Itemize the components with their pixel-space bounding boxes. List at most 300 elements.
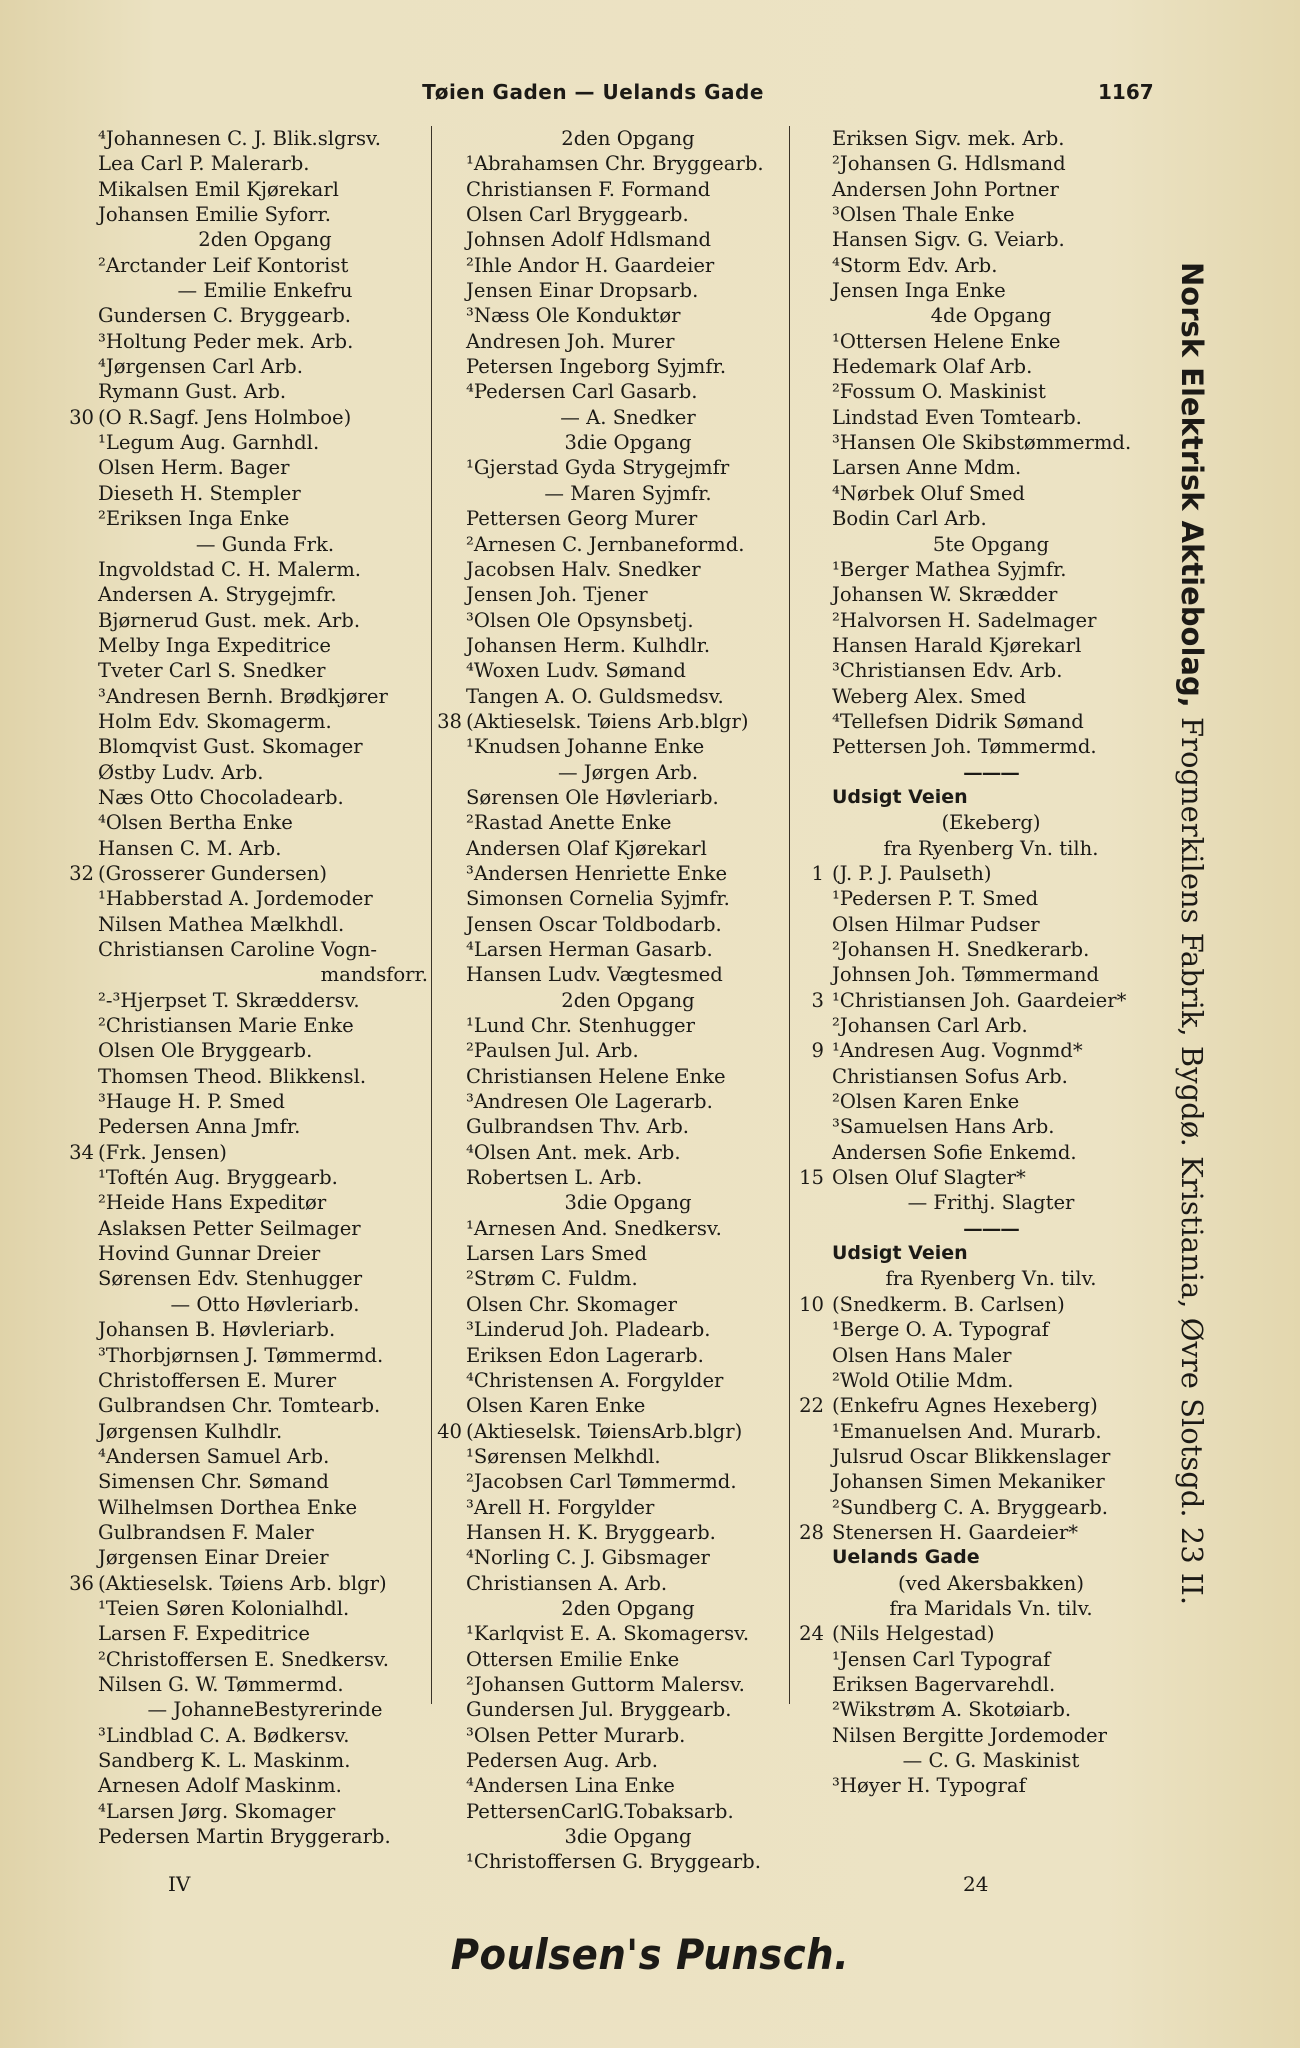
entry-text: Jensen Einar Dropsarb.	[466, 279, 699, 303]
resident-entry	[60, 1013, 432, 1038]
resident-entry	[428, 861, 790, 886]
entry-text: ¹Teien Søren Kolonialhdl.	[98, 1596, 350, 1620]
entry-text: Christiansen Sofus Arb.	[832, 1064, 1068, 1088]
resident-entry	[790, 810, 1150, 835]
entry-text: ²Sundberg C. A. Bryggearb.	[832, 1495, 1109, 1519]
entry-text: Udsigt Veien	[832, 785, 968, 808]
resident-entry	[428, 506, 790, 531]
resident-entry	[428, 760, 790, 785]
resident-entry	[790, 303, 1150, 328]
resident-entry	[428, 1190, 790, 1215]
resident-entry	[428, 1748, 790, 1773]
resident-entry	[428, 937, 790, 962]
resident-entry	[60, 329, 432, 354]
resident-entry	[60, 1089, 432, 1114]
resident-entry	[60, 810, 432, 835]
resident-entry	[428, 405, 790, 430]
resident-entry	[790, 1343, 1150, 1368]
entry-text: Robertsen L. Arb.	[466, 1166, 643, 1190]
resident-entry	[790, 1444, 1150, 1469]
entry-text: ¹Lund Chr. Stenhugger	[466, 1014, 695, 1038]
resident-entry	[428, 1697, 790, 1722]
resident-entry	[60, 1368, 432, 1393]
entry-text: ⁴Olsen Bertha Enke	[98, 811, 293, 835]
resident-entry	[60, 227, 432, 252]
entry-text: Olsen Carl Bryggearb.	[466, 203, 689, 227]
resident-entry	[790, 1672, 1150, 1697]
resident-entry	[60, 1545, 432, 1570]
entry-text: Rymann Gust. Arb.	[98, 380, 287, 404]
entry-text: (Frk. Jensen)	[98, 1140, 227, 1164]
entry-text: Aslaksen Petter Seilmager	[98, 1216, 361, 1240]
entry-text: ¹Berge O. A. Typograf	[832, 1318, 1049, 1342]
entry-text: Arnesen Adolf Maskinm.	[98, 1774, 342, 1798]
entry-text: ¹Christiansen Joh. Gaardeier*	[832, 988, 1127, 1012]
resident-entry	[60, 557, 432, 582]
entry-text: Nilsen Mathea Mælkhdl.	[98, 912, 345, 936]
entry-text: Larsen F. Expeditrice	[98, 1622, 310, 1646]
entry-text: ³Olsen Petter Murarb.	[466, 1723, 686, 1747]
house-number-entry	[790, 861, 1150, 886]
entry-text: Jensen Inga Enke	[832, 279, 1006, 303]
entry-text: ³Hansen Ole Skibstømmermd.	[832, 431, 1132, 455]
resident-entry	[428, 608, 790, 633]
entry-text: Jørgensen Einar Dreier	[98, 1546, 329, 1570]
resident-entry	[60, 785, 432, 810]
entry-text: Weberg Alex. Smed	[832, 684, 1027, 708]
entry-text: Østby Ludv. Arb.	[98, 760, 264, 784]
resident-entry	[428, 1317, 790, 1342]
entry-text: (ved Akersbakken)	[898, 1571, 1084, 1595]
entry-text: (Aktieselsk. Tøiens Arb.blgr)	[466, 709, 749, 733]
resident-entry	[60, 1343, 432, 1368]
house-number: 34	[69, 1140, 94, 1164]
resident-entry	[60, 1393, 432, 1418]
resident-entry	[790, 1723, 1150, 1748]
entry-text: Christiansen F. Formand	[466, 177, 711, 201]
resident-entry	[428, 354, 790, 379]
resident-entry	[790, 1647, 1150, 1672]
entry-text: Pedersen Martin Bryggerarb.	[98, 1825, 391, 1849]
entry-text: (Enkefru Agnes Hexeberg)	[832, 1394, 1098, 1418]
resident-entry	[60, 1621, 432, 1646]
entry-text: fra Ryenberg Vn. tilh.	[883, 836, 1099, 860]
entry-text: mandsforr.	[320, 963, 428, 987]
entry-text: ¹Toftén Aug. Bryggearb.	[98, 1166, 338, 1190]
entry-text: Gulbrandsen Thv. Arb.	[466, 1115, 689, 1139]
entry-text: ———	[963, 760, 1019, 784]
entry-text: ⁴Johannesen C. J. Blik.slgrsv.	[98, 127, 381, 150]
house-number: 30	[69, 405, 94, 429]
entry-text: ³Arell H. Forgylder	[466, 1495, 655, 1519]
resident-entry	[428, 1089, 790, 1114]
resident-entry	[60, 1799, 432, 1824]
entry-text: ¹Andresen Aug. Vognmd*	[832, 1039, 1083, 1063]
resident-entry	[428, 303, 790, 328]
resident-entry	[60, 1419, 432, 1444]
entry-text: Blomqvist Gust. Skomager	[98, 735, 363, 759]
street-heading	[790, 1241, 1150, 1266]
house-number-entry	[60, 405, 432, 430]
side-advert-company: Norsk Elektrisk Aktiebolag,	[1175, 262, 1209, 708]
entry-text: fra Maridals Vn. tilv.	[889, 1596, 1093, 1620]
resident-entry	[428, 1343, 790, 1368]
entry-text: Larsen Lars Smed	[466, 1242, 648, 1266]
entry-text: ¹Abrahamsen Chr. Bryggearb.	[466, 152, 764, 176]
entry-text: ⁴Olsen Ant. mek. Arb.	[466, 1140, 681, 1164]
entry-text: ²Johansen Guttorm Malersv.	[466, 1672, 745, 1696]
house-number-entry	[790, 1038, 1150, 1063]
resident-entry	[428, 532, 790, 557]
resident-entry	[790, 278, 1150, 303]
entry-text: Næs Otto Chocoladearb.	[98, 785, 344, 809]
entry-text: Hedemark Olaf Arb.	[832, 355, 1033, 379]
entry-text: 2den Opgang	[561, 127, 695, 150]
resident-entry	[790, 734, 1150, 759]
resident-entry	[790, 1773, 1150, 1798]
resident-entry	[790, 836, 1150, 861]
resident-entry	[428, 278, 790, 303]
resident-entry	[428, 684, 790, 709]
entry-text: 3die Opgang	[564, 1825, 692, 1849]
resident-entry	[790, 1368, 1150, 1393]
entry-text: (Aktieselsk. TøiensArb.blgr)	[466, 1419, 743, 1443]
resident-entry	[428, 430, 790, 455]
entry-text: Olsen Herm. Bager	[98, 456, 290, 480]
resident-entry	[428, 1038, 790, 1063]
resident-entry	[790, 633, 1150, 658]
resident-entry	[790, 126, 1150, 151]
resident-entry	[790, 608, 1150, 633]
resident-entry	[60, 937, 432, 962]
entry-text: (Ekeberg)	[941, 811, 1041, 835]
entry-text: Christiansen Caroline Vogn-	[98, 938, 377, 961]
resident-entry	[60, 354, 432, 379]
entry-text: ⁴Christensen A. Forgylder	[466, 1368, 724, 1392]
entry-text: Olsen Hilmar Pudser	[832, 912, 1040, 936]
signature-number: 24	[963, 1872, 989, 1896]
resident-entry	[428, 1114, 790, 1139]
resident-entry	[790, 202, 1150, 227]
resident-entry	[60, 253, 432, 278]
entry-text: Hansen Ludv. Vægtesmed	[466, 963, 723, 987]
resident-entry	[60, 1824, 432, 1849]
entry-text: Nilsen G. W. Tømmermd.	[98, 1672, 344, 1696]
entry-text: Wilhelmsen Dorthea Enke	[98, 1495, 358, 1519]
entry-text: Tangen A. O. Guldsmedsv.	[466, 684, 724, 708]
resident-entry	[428, 1216, 790, 1241]
entry-text: ¹Emanuelsen And. Murarb.	[832, 1419, 1102, 1443]
entry-text: ⁴Woxen Ludv. Sømand	[466, 659, 686, 683]
resident-entry	[790, 886, 1150, 911]
side-advert	[1172, 262, 1212, 1642]
entry-text: Nilsen Bergitte Jordemoder	[832, 1723, 1107, 1747]
entry-text: ¹Jensen Carl Typograf	[832, 1647, 1051, 1671]
entry-text: ¹Ottersen Helene Enke	[832, 329, 1061, 353]
resident-entry	[60, 709, 432, 734]
entry-text: ²Christiansen Marie Enke	[98, 1014, 354, 1038]
entry-text: ²Rastad Anette Enke	[466, 811, 672, 835]
house-number: 32	[69, 861, 94, 885]
resident-entry	[790, 709, 1150, 734]
entry-text: Olsen Ole Bryggearb.	[98, 1039, 313, 1063]
entry-text: (O R.Sagf. Jens Holmboe)	[98, 405, 352, 429]
resident-entry	[790, 253, 1150, 278]
entry-text: 2den Opgang	[561, 1596, 695, 1620]
resident-entry	[428, 1064, 790, 1089]
resident-entry	[60, 379, 432, 404]
resident-entry	[428, 202, 790, 227]
resident-entry	[428, 836, 790, 861]
side-advert-address: Frognerkilens Fabrik, Bygdø. Kristiania, Øvre Slotsgd. 23 II.	[1175, 707, 1209, 1606]
resident-entry	[790, 354, 1150, 379]
entry-text: Johansen Simen Mekaniker	[832, 1470, 1105, 1494]
entry-text: Christiansen Helene Enke	[466, 1064, 726, 1088]
house-number: 28	[799, 1520, 824, 1544]
house-number-entry	[790, 1520, 1150, 1545]
entry-text: ¹Gjerstad Gyda Strygejmfr	[466, 456, 730, 480]
resident-entry	[60, 1292, 432, 1317]
entry-text: Eriksen Sigv. mek. Arb.	[832, 127, 1065, 150]
entry-text: — Otto Høvleriarb.	[170, 1292, 360, 1316]
entry-text: ²Christoffersen E. Snedkersv.	[98, 1647, 390, 1671]
house-number-entry	[790, 1165, 1150, 1190]
resident-entry	[790, 1064, 1150, 1089]
resident-entry	[428, 1799, 790, 1824]
entry-text: ³Olsen Thale Enke	[832, 203, 1015, 227]
entry-text: Jensen Joh. Tjener	[466, 583, 648, 607]
entry-text: Gulbrandsen F. Maler	[98, 1520, 314, 1544]
entry-text: ²Fossum O. Maskinist	[832, 380, 1046, 404]
entry-text: Christiansen A. Arb.	[466, 1571, 668, 1595]
entry-text: — Maren Syjmfr.	[544, 481, 712, 505]
resident-entry	[790, 1571, 1150, 1596]
entry-text: 4de Opgang	[930, 304, 1052, 328]
resident-entry	[790, 151, 1150, 176]
resident-entry	[428, 582, 790, 607]
entry-text: ²Arctander Leif Kontorist	[98, 253, 349, 277]
entry-text: Olsen Karen Enke	[466, 1394, 646, 1418]
entry-text: Melby Inga Expeditrice	[98, 633, 331, 657]
entry-text: ⁴Pedersen Carl Gasarb.	[466, 380, 698, 404]
resident-entry	[428, 1165, 790, 1190]
section-separator	[790, 760, 1150, 785]
running-head	[0, 80, 1300, 110]
entry-text: ⁴Larsen Jørg. Skomager	[98, 1799, 336, 1823]
house-number: 1	[811, 861, 824, 885]
entry-text: 3die Opgang	[564, 1191, 692, 1215]
entry-text: ³Andresen Bernh. Brødkjører	[98, 684, 388, 708]
entry-text: ²Arnesen C. Jernbaneformd.	[466, 532, 745, 556]
entry-text: Jacobsen Halv. Snedker	[466, 557, 701, 581]
resident-entry	[60, 1241, 432, 1266]
resident-entry	[60, 1216, 432, 1241]
resident-entry	[428, 1241, 790, 1266]
entry-text: ³Christiansen Edv. Arb.	[832, 659, 1063, 683]
resident-entry	[790, 1697, 1150, 1722]
entry-text: ²Halvorsen H. Sadelmager	[832, 608, 1097, 632]
resident-entry	[428, 1545, 790, 1570]
resident-entry	[790, 481, 1150, 506]
resident-entry	[60, 1748, 432, 1773]
resident-entry	[428, 1773, 790, 1798]
resident-entry	[428, 481, 790, 506]
resident-entry	[790, 455, 1150, 480]
entry-text: ²Heide Hans Expeditør	[98, 1191, 327, 1215]
directory-column-1	[60, 126, 432, 1849]
resident-entry	[790, 1495, 1150, 1520]
resident-entry	[60, 658, 432, 683]
page-number: 1167	[1098, 80, 1154, 104]
house-number: 40	[437, 1419, 462, 1443]
resident-entry	[790, 532, 1150, 557]
resident-entry	[60, 1495, 432, 1520]
entry-text: Hansen H. K. Bryggearb.	[466, 1520, 716, 1544]
entry-text: ³Næss Ole Konduktør	[466, 304, 681, 328]
resident-entry	[60, 734, 432, 759]
resident-entry	[60, 684, 432, 709]
resident-entry	[790, 405, 1150, 430]
entry-text: — Gunda Frk.	[195, 532, 335, 556]
house-number: 9	[811, 1039, 824, 1063]
entry-text: ²Eriksen Inga Enke	[98, 507, 290, 531]
house-number-entry	[428, 1419, 790, 1444]
entry-text: ³Thorbjørnsen J. Tømmermd.	[98, 1343, 384, 1367]
entry-text: — A. Snedker	[560, 405, 696, 429]
entry-text: Larsen Anne Mdm.	[832, 456, 1022, 480]
resident-entry	[60, 633, 432, 658]
resident-entry	[428, 1672, 790, 1697]
entry-text: Lea Carl P. Malerarb.	[98, 152, 310, 176]
entry-text: ²Johansen Carl Arb.	[832, 1014, 1028, 1038]
entry-text: Olsen Hans Maler	[832, 1343, 1012, 1367]
resident-entry	[60, 303, 432, 328]
resident-entry	[60, 1596, 432, 1621]
resident-entry	[60, 278, 432, 303]
entry-text: ⁴Tellefsen Didrik Sømand	[832, 709, 1084, 733]
resident-entry	[60, 126, 432, 151]
resident-entry	[790, 430, 1150, 455]
resident-entry	[60, 962, 432, 987]
entry-text: ⁴Norling C. J. Gibsmager	[466, 1546, 710, 1570]
entry-text: Simonsen Cornelia Syjmfr.	[466, 887, 730, 911]
entry-text: Gulbrandsen Chr. Tomtearb.	[98, 1394, 381, 1418]
entry-text: Bjørnerud Gust. mek. Arb.	[98, 608, 361, 632]
section-separator	[790, 1216, 1150, 1241]
house-number: 15	[799, 1166, 824, 1190]
resident-entry	[790, 1089, 1150, 1114]
resident-entry	[790, 1114, 1150, 1139]
resident-entry	[428, 810, 790, 835]
entry-text: ¹Karlqvist E. A. Skomagersv.	[466, 1622, 750, 1646]
resident-entry	[60, 506, 432, 531]
resident-entry	[60, 1165, 432, 1190]
resident-entry	[790, 962, 1150, 987]
entry-text: Gundersen Jul. Bryggearb.	[466, 1698, 732, 1722]
entry-text: ¹Habberstad A. Jordemoder	[98, 887, 373, 911]
house-number-entry	[60, 861, 432, 886]
entry-text: Dieseth H. Stempler	[98, 481, 301, 505]
house-number-entry	[60, 1140, 432, 1165]
entry-text: Johnsen Joh. Tømmermand	[832, 963, 1100, 987]
resident-entry	[60, 886, 432, 911]
entry-text: Pedersen Anna Jmfr.	[98, 1115, 301, 1139]
resident-entry	[790, 177, 1150, 202]
entry-text: ²Wold Otilie Mdm.	[832, 1368, 1014, 1392]
resident-entry	[790, 1469, 1150, 1494]
resident-entry	[428, 912, 790, 937]
resident-entry	[428, 962, 790, 987]
resident-entry	[428, 633, 790, 658]
resident-entry	[428, 151, 790, 176]
entry-text: Holm Edv. Skomagerm.	[98, 709, 332, 733]
resident-entry	[790, 379, 1150, 404]
entry-text: Gundersen C. Bryggearb.	[98, 304, 351, 328]
house-number-entry	[790, 1393, 1150, 1418]
resident-entry	[428, 126, 790, 151]
resident-entry	[428, 1469, 790, 1494]
entry-text: 2den Opgang	[198, 228, 332, 252]
resident-entry	[428, 329, 790, 354]
resident-entry	[790, 1013, 1150, 1038]
entry-text: Pettersen Georg Murer	[466, 507, 698, 531]
entry-text: Sørensen Edv. Stenhugger	[98, 1267, 363, 1291]
entry-text: Thomsen Theod. Blikkensl.	[98, 1064, 367, 1088]
signature-roman: IV	[168, 1872, 191, 1896]
entry-text: Lindstad Even Tomtearb.	[832, 405, 1082, 429]
entry-text: Udsigt Veien	[832, 1242, 968, 1265]
resident-entry	[428, 1013, 790, 1038]
entry-text: Andersen A. Strygejmfr.	[98, 583, 337, 607]
directory-column-3	[790, 126, 1150, 1799]
entry-text: Hansen Harald Kjørekarl	[832, 633, 1082, 657]
house-number: 24	[799, 1622, 824, 1646]
entry-text: Johansen Herm. Kulhdlr.	[466, 633, 711, 657]
entry-text: ²Ihle Andor H. Gaardeier	[466, 253, 715, 277]
resident-entry	[60, 1190, 432, 1215]
entry-text: ———	[963, 1216, 1019, 1240]
resident-entry	[428, 1444, 790, 1469]
resident-entry	[60, 1697, 432, 1722]
entry-text: ⁴Storm Edv. Arb.	[832, 253, 998, 277]
entry-text: ¹Sørensen Melkhdl.	[466, 1444, 661, 1468]
house-number-entry	[428, 709, 790, 734]
entry-text: Hansen Sigv. G. Veiarb.	[832, 228, 1065, 252]
resident-entry	[60, 836, 432, 861]
entry-text: ¹Legum Aug. Garnhdl.	[98, 431, 320, 455]
resident-entry	[790, 1190, 1150, 1215]
resident-entry	[790, 1419, 1150, 1444]
resident-entry	[790, 658, 1150, 683]
resident-entry	[428, 1292, 790, 1317]
entry-text: (Aktieselsk. Tøiens Arb. blgr)	[98, 1571, 387, 1595]
resident-entry	[60, 1444, 432, 1469]
entry-text: ³Olsen Ole Opsynsbetj.	[466, 608, 694, 632]
footer-advert: Poulsen's Punsch.	[450, 1930, 850, 1979]
resident-entry	[428, 886, 790, 911]
resident-entry	[428, 1495, 790, 1520]
resident-entry	[428, 1140, 790, 1165]
house-number-entry	[60, 1571, 432, 1596]
entry-text: ¹Berger Mathea Syjmfr.	[832, 557, 1067, 581]
entry-text: (Snedkerm. B. Carlsen)	[832, 1292, 1065, 1316]
entry-text: Eriksen Edon Lagerarb.	[466, 1343, 704, 1367]
entry-text: ¹Christoffersen G. Bryggearb.	[466, 1850, 761, 1874]
entry-text: Pedersen Aug. Arb.	[466, 1749, 658, 1772]
entry-text: Johansen W. Skrædder	[832, 583, 1058, 607]
entry-text: ²Johansen G. Hdlsmand	[832, 152, 1066, 176]
entry-text: — Frithj. Slagter	[907, 1191, 1075, 1215]
